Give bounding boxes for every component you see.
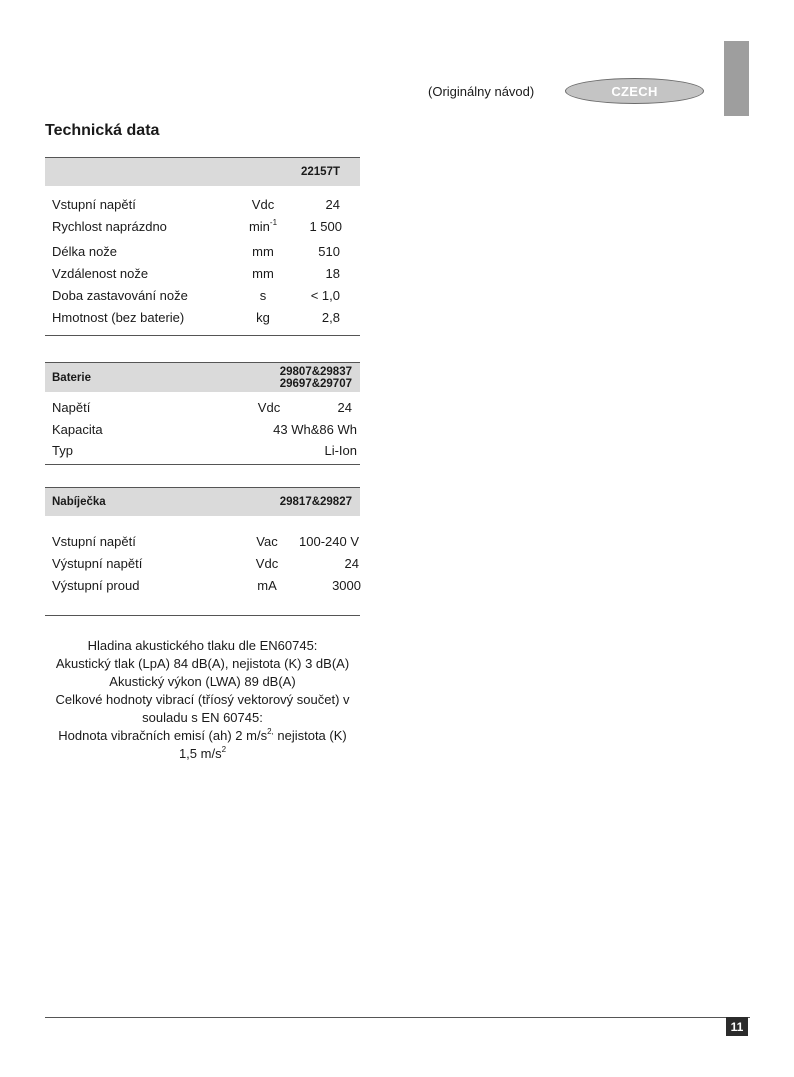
- note-line: 1,5 $m/s^2$: [178, 745, 227, 761]
- battery-spec-table: [45, 362, 360, 467]
- table-divider: [45, 615, 360, 616]
- model-number: 29817&29827: [279, 496, 352, 508]
- table-header: [45, 362, 360, 392]
- row-unit: Vdc: [255, 556, 279, 571]
- note-line: Akustický tlak (LpA) 84 dB(A), nejistota (K) 3 dB(A): [55, 656, 350, 671]
- table-row: [45, 285, 360, 307]
- table-row: [45, 307, 360, 329]
- row-value: 18: [325, 266, 340, 281]
- footer-rule: [45, 1017, 750, 1018]
- row-label: Rychlost naprázdno: [52, 219, 167, 234]
- row-value: 2,8: [321, 310, 340, 325]
- table-row: [45, 553, 360, 575]
- noise-vibration-notes: [45, 637, 360, 763]
- charger-spec-table: [45, 487, 360, 617]
- table-heading: Nabíječka: [52, 496, 106, 508]
- section-tab: [724, 41, 749, 116]
- note-line: Akustický výkon (LWA) 89 dB(A): [109, 674, 296, 689]
- table-header: [45, 157, 360, 186]
- row-label: Kapacita: [52, 422, 103, 437]
- row-label: Hmotnost (bez baterie): [52, 310, 185, 325]
- tool-spec-table: [45, 157, 360, 337]
- table-row: [45, 263, 360, 285]
- page-title: Technická data: [45, 122, 160, 139]
- row-label: Vstupní napětí: [52, 534, 136, 549]
- model-number: [280, 366, 352, 390]
- row-label: Doba zastavování nože: [52, 288, 188, 303]
- note-superscript: 2: [221, 745, 227, 754]
- table-row: [45, 194, 360, 216]
- row-value: 510: [318, 244, 340, 259]
- row-value: 100-240 V: [299, 534, 359, 549]
- unit-superscript: -1: [269, 218, 278, 227]
- table-row: [45, 440, 360, 462]
- table-divider: [45, 335, 360, 336]
- note-line: Celkové hodnoty vibrací (tříosý vektorový součet) v: [55, 692, 350, 707]
- table-row: [45, 241, 360, 263]
- row-unit: mm: [252, 266, 274, 281]
- row-value: 43 Wh&86 Wh: [273, 422, 357, 437]
- table-row: [45, 575, 360, 597]
- row-unit: kg: [256, 310, 270, 325]
- table-divider: [45, 464, 360, 465]
- row-value: 3000: [332, 578, 361, 593]
- row-unit: $\min^{-1}$: [248, 218, 278, 234]
- row-unit: Vac: [256, 534, 278, 549]
- table-row: [45, 216, 360, 238]
- row-label: Typ: [52, 443, 73, 458]
- row-unit: mm: [252, 244, 274, 259]
- row-unit: Vdc: [257, 400, 281, 415]
- row-label: Výstupní proud: [52, 578, 140, 593]
- row-value: < 1,0: [310, 288, 340, 303]
- table-row: [45, 397, 360, 419]
- note-line: Hodnota vibračních emisí (ah) 2 $m/s^{2,}$ nejistota (K): [58, 727, 347, 743]
- row-label: Napětí: [52, 400, 91, 415]
- model-line: 29697&29707: [279, 378, 352, 390]
- row-label: Vstupní napětí: [52, 197, 136, 212]
- original-manual-note: (Originálny návod): [428, 84, 535, 99]
- row-value: 1 500: [309, 219, 342, 234]
- row-unit: Vdc: [251, 197, 275, 212]
- row-value: 24: [325, 197, 340, 212]
- table-row: [45, 419, 360, 441]
- row-value: 24: [337, 400, 352, 415]
- note-line: souladu s EN 60745:: [142, 710, 263, 725]
- note-superscript: 2,: [267, 727, 274, 736]
- row-value: Li-Ion: [324, 443, 357, 458]
- note-line: Hladina akustického tlaku dle EN60745:: [87, 638, 318, 653]
- table-row: [45, 531, 360, 553]
- model-number: 22157T: [300, 166, 340, 178]
- row-value: 24: [344, 556, 359, 571]
- row-unit: s: [259, 288, 267, 303]
- row-label: Délka nože: [52, 244, 118, 259]
- table-header: [45, 487, 360, 516]
- row-label: Vzdálenost nože: [52, 266, 149, 281]
- model-line: 29807&29837: [279, 366, 352, 378]
- language-label: CZECH: [611, 83, 658, 99]
- row-label: Výstupní napětí: [52, 556, 143, 571]
- language-badge: [565, 78, 704, 104]
- page-number: 11: [726, 1017, 748, 1036]
- table-heading: Baterie: [52, 372, 91, 384]
- row-unit: mA: [257, 578, 277, 593]
